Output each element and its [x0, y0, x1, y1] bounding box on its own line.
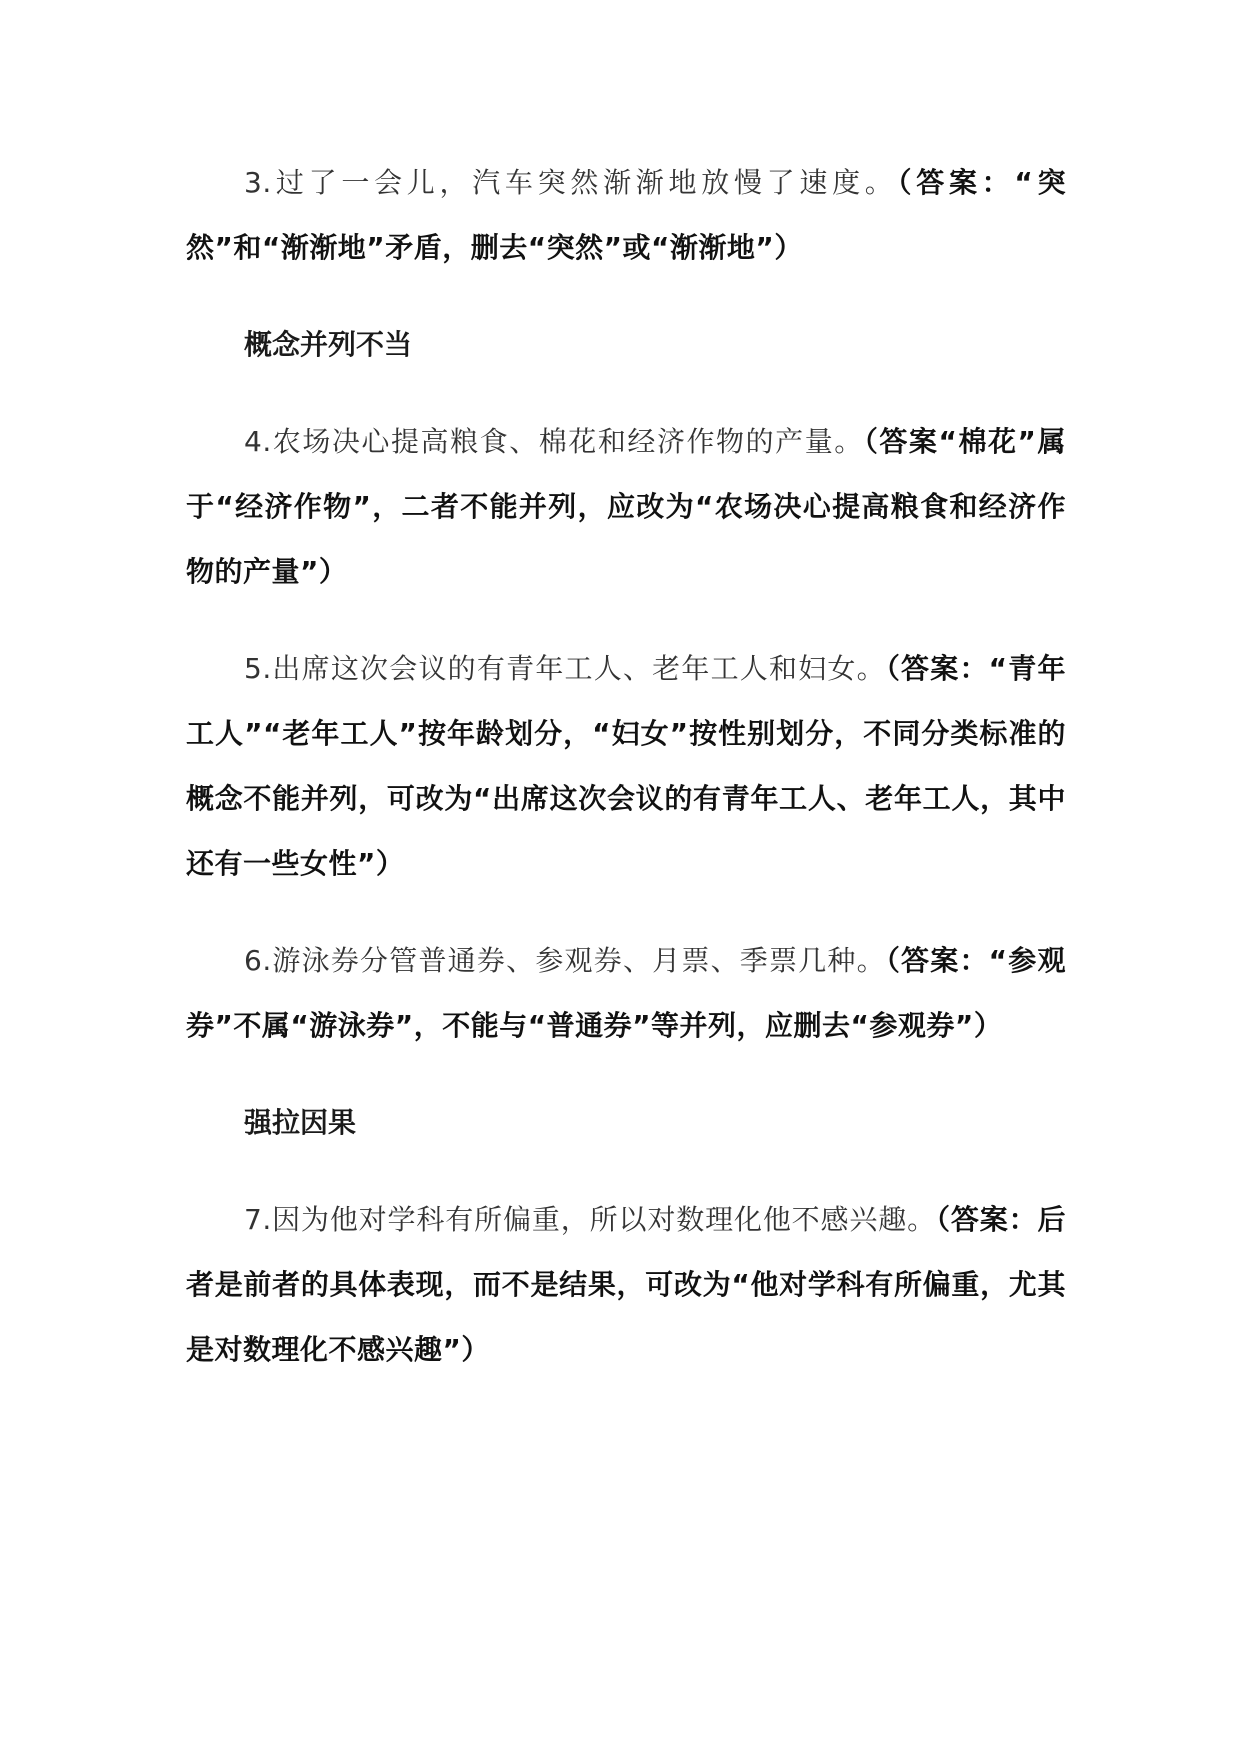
question-text: 6.游泳券分管普通券、参观券、月票、季票几种。 — [244, 944, 886, 977]
question-5 — [186, 636, 1066, 896]
question-text: 4.农场决心提高粮食、棉花和经济作物的产量。 — [244, 425, 864, 458]
question-4 — [186, 409, 1066, 604]
answer-text: （答案：“青年工人”“老年工人”按年龄划分，“妇女”按性别划分，不同分类标准的概念不能并列，可改为“出席这次会议的有青年工人、老年工人，其中还有一些女性”） — [186, 652, 1067, 880]
question-6 — [186, 928, 1066, 1058]
section-heading: 概念并列不当 — [244, 328, 413, 361]
question-text: 5.出席这次会议的有青年工人、老年工人和妇女。 — [244, 652, 886, 685]
question-3 — [186, 150, 1066, 280]
section-heading: 强拉因果 — [244, 1106, 357, 1139]
document-page — [186, 150, 1066, 1414]
answer-text: （答案：后者是前者的具体表现，而不是结果，可改为“他对学科有所偏重，尤其是对数理化不感兴趣”） — [186, 1203, 1066, 1366]
answer-text: （答案“棉花”属于“经济作物”，二者不能并列，应改为“农场决心提高粮食和经济作物的产量”） — [186, 425, 1067, 588]
question-text: 3.过了一会儿，汽车突然渐渐地放慢了速度。 — [244, 166, 898, 199]
question-7 — [186, 1187, 1066, 1382]
question-text: 7.因为他对学科有所偏重，所以对数理化他不感兴趣。 — [244, 1203, 937, 1236]
answer-text: （答案：“突然”和“渐渐地”矛盾，删去“突然”或“渐渐地”） — [186, 166, 1067, 264]
answer-text: （答案：“参观券”不属“游泳券”，不能与“普通券”等并列，应删去“参观券”） — [186, 944, 1067, 1042]
